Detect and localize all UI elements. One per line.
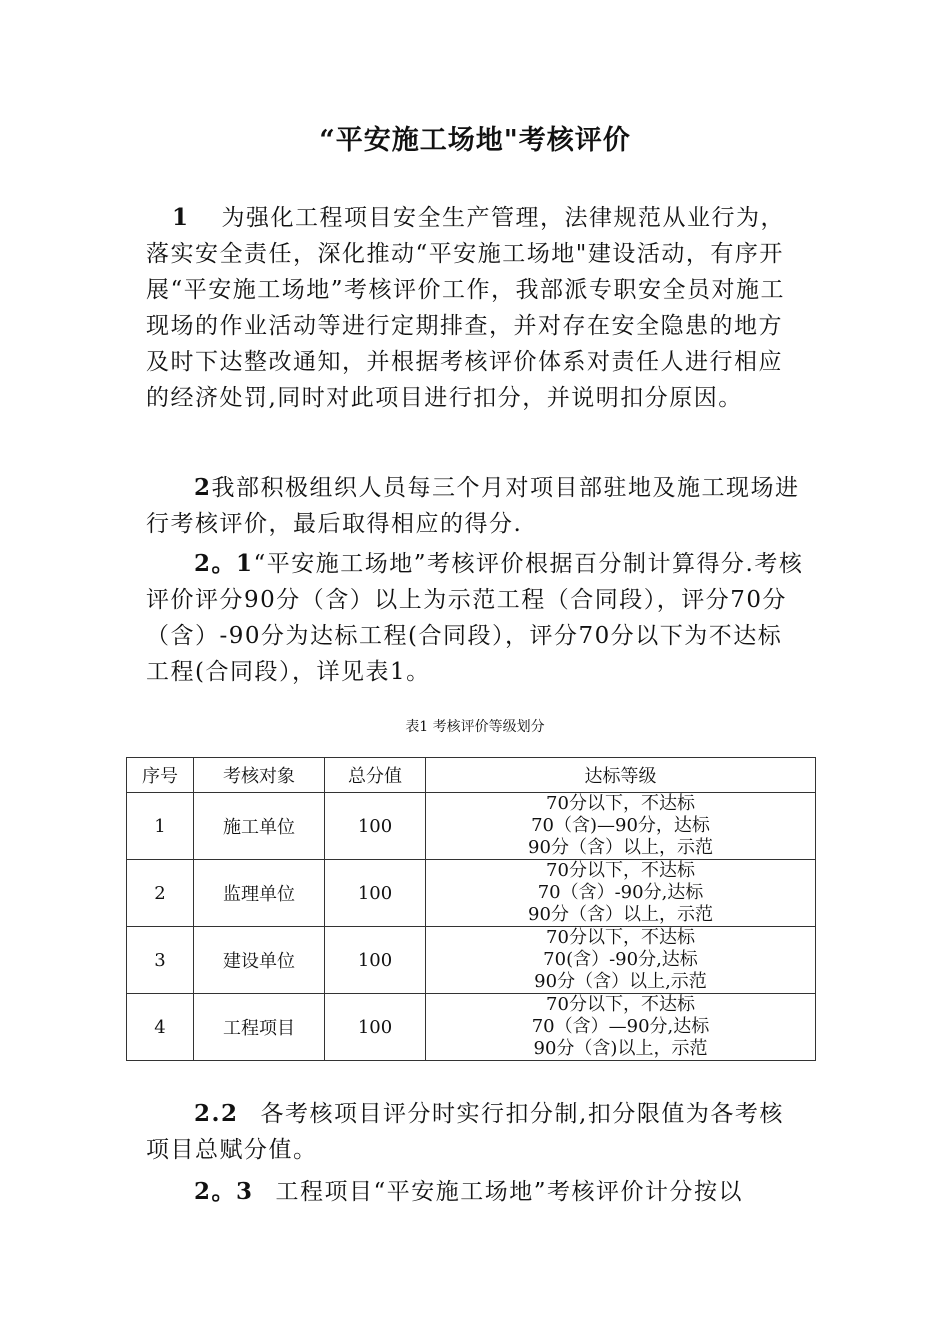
grade-table <box>126 757 816 1061</box>
grade-line: 70分以下，不达标 <box>546 927 695 948</box>
header-score: 总分值 <box>325 758 426 793</box>
cell-score: 100 <box>325 927 426 994</box>
header-object: 考核对象 <box>194 758 325 793</box>
grade-line: 90分（含）以上，示范 <box>528 904 713 925</box>
cell-object: 施工单位 <box>194 793 325 860</box>
cell-score: 100 <box>325 860 426 927</box>
cell-object: 监理单位 <box>194 860 325 927</box>
paragraph-3-number: 2。1 <box>194 550 254 577</box>
cell-grades <box>426 927 816 994</box>
paragraph-2-text: 我部积极组织人员每三个月对项目部驻地及施工现场进行考核评价，最后取得相应的得分. <box>146 475 800 537</box>
cell-score: 100 <box>325 994 426 1061</box>
grade-line: 70（含)—90分，达标 <box>531 815 710 836</box>
grade-line: 70分以下，不达标 <box>546 793 695 814</box>
grade-line: 70分以下，不达标 <box>546 994 695 1015</box>
cell-score: 100 <box>325 793 426 860</box>
cell-object: 工程项目 <box>194 994 325 1061</box>
paragraph-5-number: 2。3 <box>194 1178 254 1205</box>
grade-line: 90分（含）以上,示范 <box>534 971 707 992</box>
table-row <box>127 860 816 927</box>
paragraph-5-text: 工程项目“平安施工场地”考核评价计分按以 <box>275 1179 744 1205</box>
grade-line: 70（含）-90分,达标 <box>537 882 704 903</box>
grade-line: 70(含）-90分,达标 <box>543 949 698 970</box>
paragraph-3-text: “平安施工场地”考核评价根据百分制计算得分.考核评价评分90分（含）以上为示范工程（合同段），评分70分（含）-90分为达标工程(合同段），评分70分以下为不达标工程(合同段），详见表1。 <box>146 551 804 685</box>
cell-grades <box>426 860 816 927</box>
grade-line: 90分（含）以上，示范 <box>528 837 713 858</box>
paragraph-1-number: 1 <box>172 204 190 231</box>
table-row <box>127 793 816 860</box>
header-grade: 达标等级 <box>426 758 816 793</box>
header-no: 序号 <box>127 758 194 793</box>
cell-object: 建设单位 <box>194 927 325 994</box>
paragraph-4 <box>146 1096 806 1168</box>
cell-no: 3 <box>127 927 194 994</box>
page-title: “平安施工场地"考核评价 <box>319 125 631 156</box>
paragraph-5 <box>146 1174 806 1210</box>
table-caption: 表1 考核评价等级划分 <box>405 719 545 735</box>
paragraph-3 <box>146 546 806 690</box>
grade-line: 90分（含)以上，示范 <box>533 1038 708 1059</box>
cell-no: 2 <box>127 860 194 927</box>
paragraph-4-text: 各考核项目评分时实行扣分制,扣分限值为各考核项目总赋分值。 <box>146 1101 784 1163</box>
grade-line: 70（含）—90分,达标 <box>531 1016 710 1037</box>
paragraph-1 <box>146 200 806 416</box>
paragraph-2 <box>146 470 806 542</box>
cell-no: 1 <box>127 793 194 860</box>
cell-grades <box>426 994 816 1061</box>
paragraph-1-text: 为强化工程项目安全生产管理，法律规范从业行为，落实安全责任，深化推动“平安施工场地"建设活动，有序开展“平安施工场地”考核评价工作，我部派专职安全员对施工现场的作业活动等进行定期排查，并对存在安全隐患的地方及时下达整改通知，并根据考核评价体系对责任人进行相应的经济处罚,同时对此项目进行扣分，并说明扣分原因。 <box>146 205 786 411</box>
cell-grades <box>426 793 816 860</box>
paragraph-4-number: 2.2 <box>194 1100 239 1127</box>
table-row <box>127 994 816 1061</box>
table-header-row <box>127 758 816 793</box>
table-row <box>127 927 816 994</box>
grade-line: 70分以下，不达标 <box>546 860 695 881</box>
paragraph-2-number: 2 <box>194 474 212 501</box>
cell-no: 4 <box>127 994 194 1061</box>
